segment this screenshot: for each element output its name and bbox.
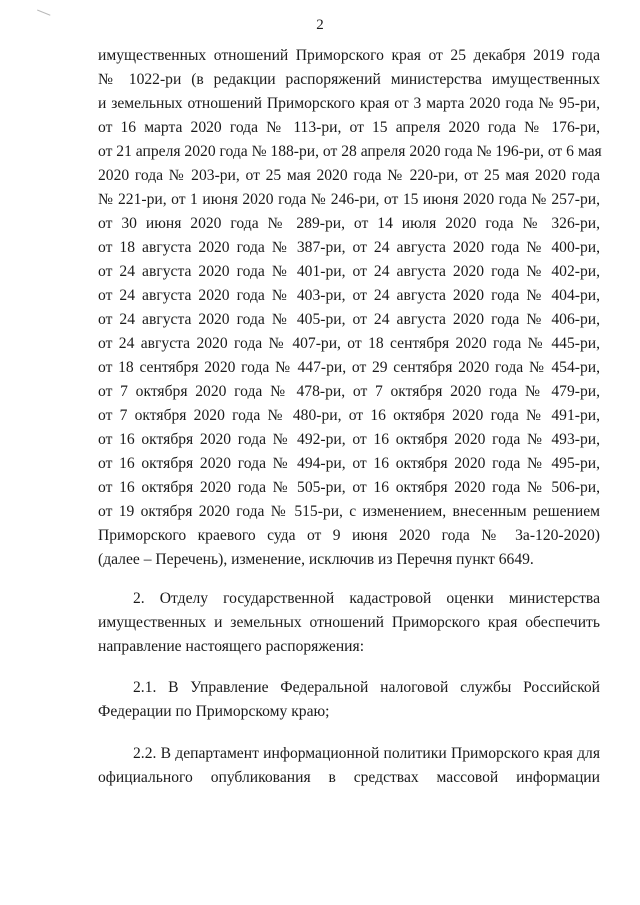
text-line: от 24 августа 2020 года № 401-ри, от 24 августа 2020 года № 402-ри, xyxy=(98,263,600,280)
text-line: имущественных и земельных отношений Приморского края обеспечить xyxy=(98,614,600,631)
text-line: имущественных отношений Приморского края от 25 декабря 2019 года xyxy=(98,47,600,64)
text-line: от 24 августа 2020 года № 403-ри, от 24 августа 2020 года № 404-ри, xyxy=(98,287,600,304)
text-line: 2.2. В департамент информационной политики Приморского края для xyxy=(133,745,600,762)
text-line: Федерации по Приморскому краю; xyxy=(98,703,330,720)
text-line: 2.1. В Управление Федеральной налоговой службы Российской xyxy=(133,679,600,696)
text-line: от 7 октября 2020 года № 480-ри, от 16 октября 2020 года № 491-ри, xyxy=(98,407,600,424)
text-line: от 24 августа 2020 года № 407-ри, от 18 сентября 2020 года № 445-ри, xyxy=(98,335,600,352)
text-line: от 16 октября 2020 года № 492-ри, от 16 октября 2020 года № 493-ри, xyxy=(98,431,600,448)
text-line: от 7 октября 2020 года № 478-ри, от 7 октября 2020 года № 479-ри, xyxy=(98,383,600,400)
text-line: от 24 августа 2020 года № 405-ри, от 24 августа 2020 года № 406-ри, xyxy=(98,311,600,328)
text-line: от 16 октября 2020 года № 505-ри, от 16 октября 2020 года № 506-ри, xyxy=(98,479,600,496)
text-line: (далее – Перечень), изменение, исключив из Перечня пункт 6649. xyxy=(98,551,534,568)
text-line: официального опубликования в средствах массовой информации xyxy=(98,769,600,786)
text-line: направление настоящего распоряжения: xyxy=(98,638,365,655)
text-line: от 18 августа 2020 года № 387-ри, от 24 августа 2020 года № 400-ри, xyxy=(98,239,600,256)
text-line: от 16 марта 2020 года № 113-ри, от 15 апреля 2020 года № 176-ри, xyxy=(98,119,600,136)
text-line: от 16 октября 2020 года № 494-ри, от 16 октября 2020 года № 495-ри, xyxy=(98,455,600,472)
text-line: от 21 апреля 2020 года № 188-ри, от 28 апреля 2020 года № 196-ри, от 6 мая xyxy=(98,143,602,160)
text-line: 2. Отделу государственной кадастровой оценки министерства xyxy=(133,590,600,607)
text-line: Приморского краевого суда от 9 июня 2020 года № 3а-120-2020) xyxy=(98,527,600,544)
page-number: 2 xyxy=(316,17,324,33)
text-line: 2020 года № 203-ри, от 25 мая 2020 года № 220-ри, от 25 мая 2020 года xyxy=(98,167,600,184)
text-line: № 1022-ри (в редакции распоряжений министерства имущественных xyxy=(98,71,600,88)
text-line: и земельных отношений Приморского края от 3 марта 2020 года № 95-ри, xyxy=(98,95,600,112)
text-line: от 18 сентября 2020 года № 447-ри, от 29 сентября 2020 года № 454-ри, xyxy=(98,359,600,376)
text-line: от 19 октября 2020 года № 515-ри, с изменением, внесенным решением xyxy=(98,503,600,520)
text-line: от 30 июня 2020 года № 289-ри, от 14 июля 2020 года № 326-ри, xyxy=(98,215,600,232)
text-line: № 221-ри, от 1 июня 2020 года № 246-ри, от 15 июня 2020 года № 257-ри, xyxy=(98,191,600,208)
